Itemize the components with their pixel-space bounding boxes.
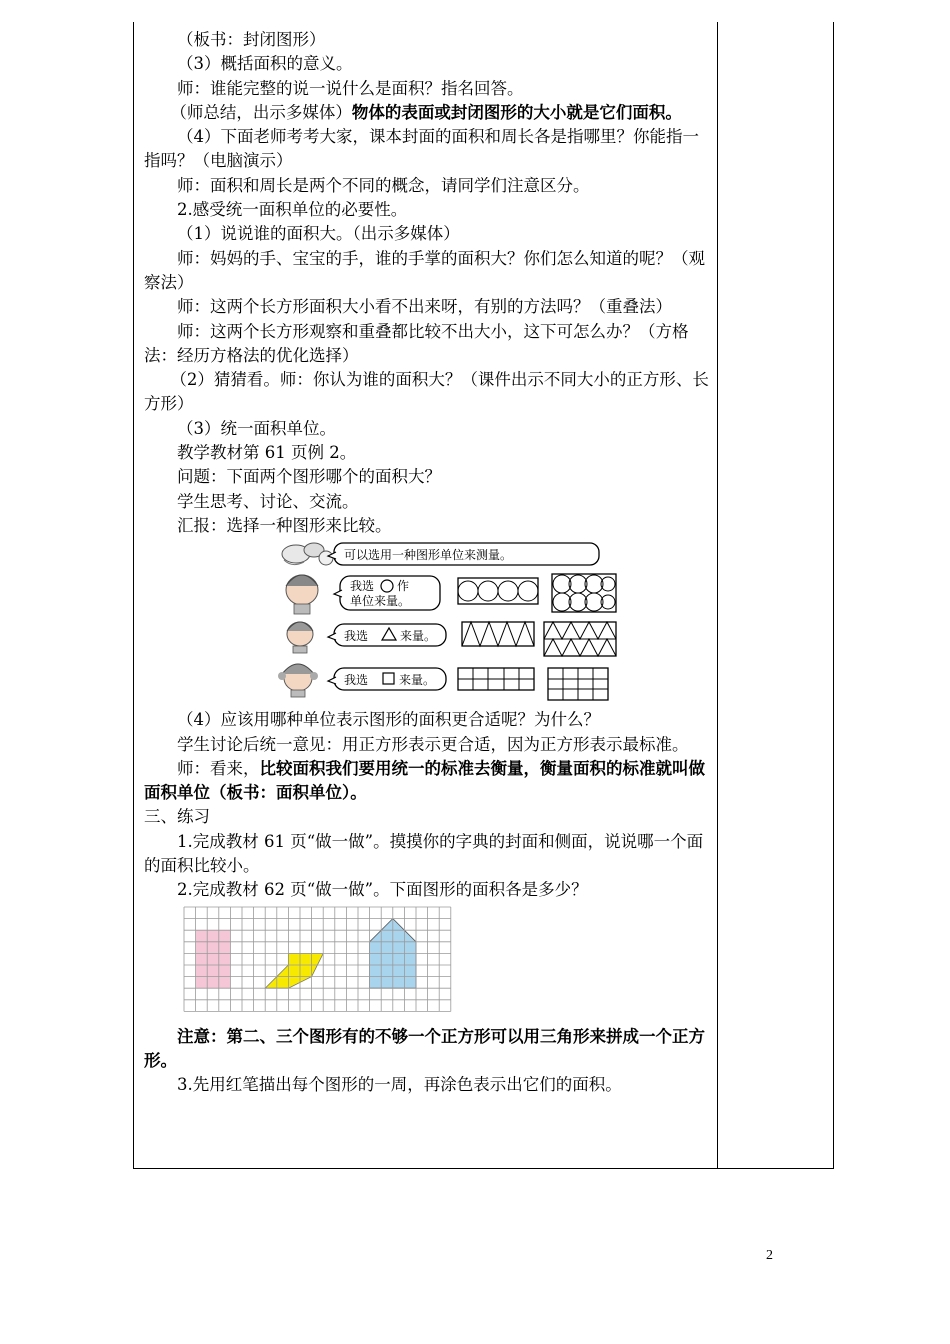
girl-icon xyxy=(287,622,313,653)
square-unit-icon xyxy=(383,673,394,684)
line: 师：这两个长方形面积大小看不出来呀，有别的方法吗？（重叠法） xyxy=(177,297,672,317)
unit-comparison-figure xyxy=(144,538,714,708)
table-border-right xyxy=(833,22,834,1169)
exercise-3: 3.先用红笔描出每个图形的一周，再涂色表示出它们的面积。 xyxy=(177,1075,622,1095)
summary-bold: 物体的表面或封闭图形的大小就是它们面积。 xyxy=(351,102,682,122)
line: 汇报：选择一种图形来比较。 xyxy=(177,515,392,535)
area-grid-figure xyxy=(144,903,714,1025)
page-number: 2 xyxy=(766,1248,773,1263)
girl-icon xyxy=(286,575,318,614)
exercise-2: 2.完成教材 62 页“做一做”。下面图形的面积各是多少？ xyxy=(177,880,588,900)
bubble-top-text: 可以选用一种图形单位来测量。 xyxy=(344,548,513,563)
exercise-1: 1.完成教材 61 页“做一做”。摸摸你的字典的封面和侧面，说说哪一个面的面积比较小。 xyxy=(144,831,704,876)
bubble-square-text-a: 我选 xyxy=(344,673,369,688)
line: （2）猜猜看。师：你认为谁的面积大？（课件出示不同大小的正方形、长方形） xyxy=(144,370,709,414)
line: 问题：下面两个图形哪个的面积大？ xyxy=(177,467,441,487)
bubble-circle-text-a: 我选 xyxy=(350,579,375,594)
conclusion-prefix: 师：看来， xyxy=(177,758,260,778)
line: 师：面积和周长是两个不同的概念，请同学们注意区分。 xyxy=(177,175,590,195)
summary-line xyxy=(144,101,714,125)
conclusion-line xyxy=(144,757,714,806)
line: （1）说说谁的面积大。（出示多媒体） xyxy=(177,224,460,244)
section-heading: 三、练习 xyxy=(144,807,210,827)
line: （3）概括面积的意义。 xyxy=(177,54,353,74)
bubble-circle-text-c: 单位来量。 xyxy=(350,594,411,609)
conclusion-bold: 比较面积我们要用统一的标准去衡量，衡量面积的标准就叫做面积单位（板书：面积单位）。 xyxy=(144,758,705,803)
triangle-tiled-rect-a xyxy=(462,622,534,646)
line: （4）应该用哪种单位表示图形的面积更合适呢？为什么？ xyxy=(177,710,600,730)
yellow-parallelogram xyxy=(265,953,323,988)
circle-tiled-rect-a xyxy=(458,578,538,604)
square-tiled-rect-b xyxy=(548,668,608,700)
bee-icon xyxy=(282,543,333,565)
line: （3）统一面积单位。 xyxy=(177,418,336,438)
table-border-bottom xyxy=(133,1168,834,1169)
summary-prefix: （师总结，出示多媒体） xyxy=(170,102,352,122)
bubble-triangle-text-a: 我选 xyxy=(344,629,369,644)
line: 学生思考、讨论、交流。 xyxy=(177,491,359,511)
line: 师：这两个长方形观察和重叠都比较不出大小，这下可怎么办？（方格法：经历方格法的优化选择） xyxy=(144,321,689,365)
bubble-circle-text-b: 作 xyxy=(397,579,410,594)
line: （板书：封闭图形） xyxy=(177,30,326,49)
table-border-left xyxy=(133,22,134,1169)
lesson-content xyxy=(144,28,714,1098)
circle-unit-icon xyxy=(381,580,393,592)
note-line: 注意：第二、三个图形有的不够一个正方形可以用三角形来拼成一个正方形。 xyxy=(144,1026,705,1070)
pink-rectangle xyxy=(196,930,231,988)
line: 2.感受统一面积单位的必要性。 xyxy=(177,200,408,220)
square-tiled-rect-a xyxy=(458,668,534,690)
triangle-tiled-rect-b xyxy=(544,622,616,656)
circle-tiled-rect-b xyxy=(552,574,616,612)
line: 学生讨论后统一意见：用正方形表示更合适，因为正方形表示最标准。 xyxy=(177,734,689,754)
girl-icon xyxy=(278,664,318,697)
bubble-triangle-text-b: 来量。 xyxy=(400,629,437,644)
table-divider xyxy=(717,22,718,1169)
bubble-square-text-b: 来量。 xyxy=(399,673,436,688)
line: （4）下面老师考考大家，课本封面的面积和周长各是指哪里？你能指一指吗？（电脑演示） xyxy=(144,127,699,171)
line: 师：谁能完整的说一说什么是面积？指名回答。 xyxy=(177,78,524,98)
line: 师：妈妈的手、宝宝的手，谁的手掌的面积大？你们怎么知道的呢？（观察法） xyxy=(144,248,705,292)
line: 教学教材第 61 页例 2。 xyxy=(177,443,357,463)
